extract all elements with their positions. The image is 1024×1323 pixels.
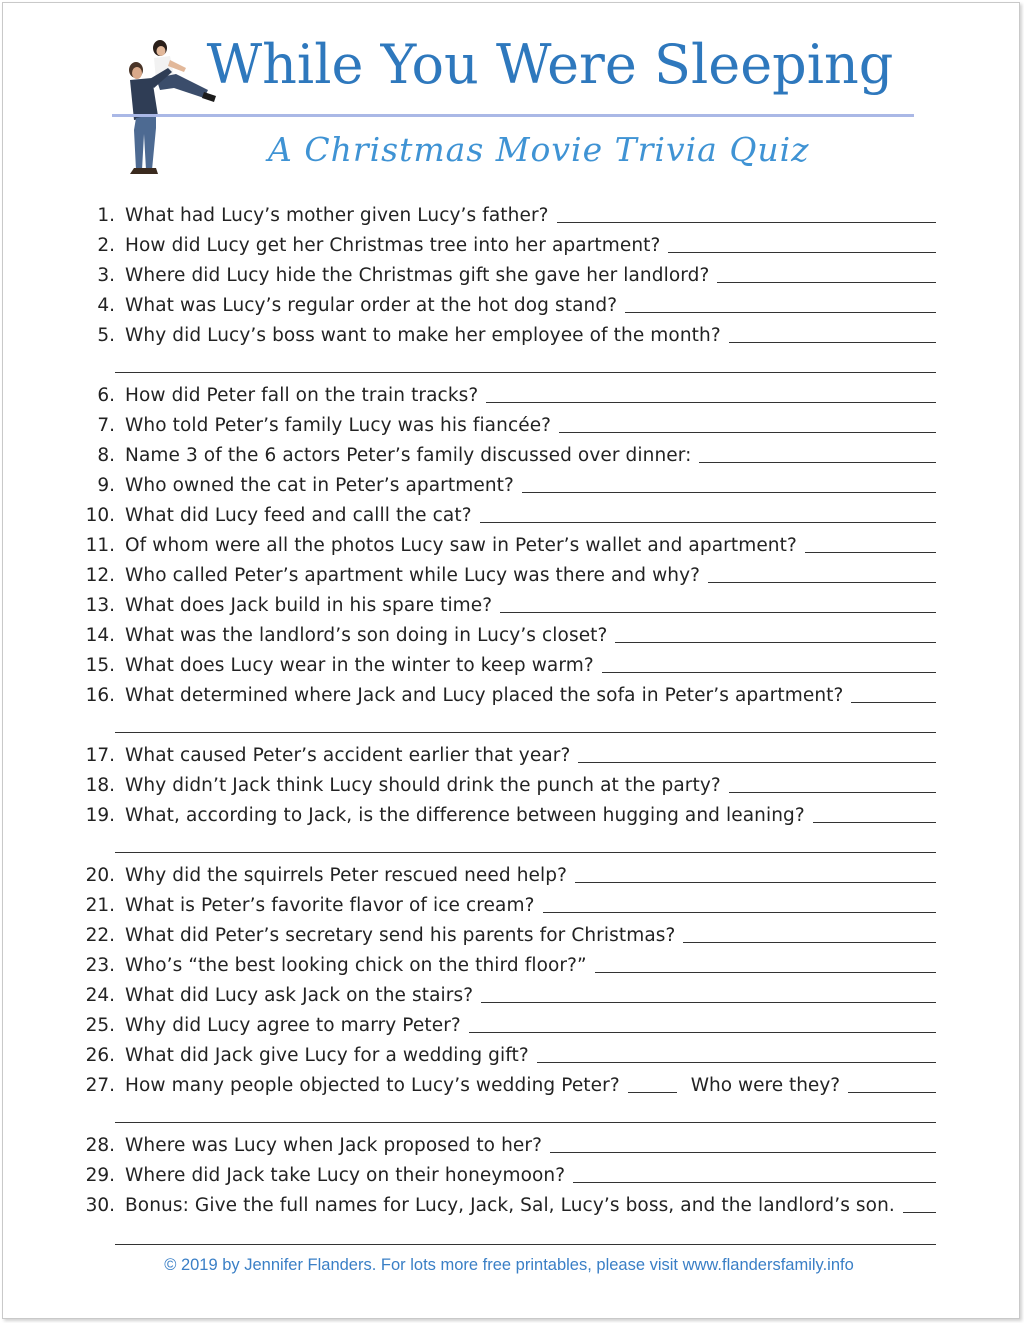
question-row <box>78 801 936 831</box>
answer-line[interactable] <box>537 1062 936 1063</box>
question-text: What was Lucy’s regular order at the hot dog stand? <box>125 295 618 316</box>
question-text-followup: Who were they? <box>690 1075 841 1096</box>
question-number: 15. <box>85 655 115 676</box>
page-title: While You Were Sleeping <box>206 33 894 96</box>
question-row <box>78 771 936 801</box>
question-row <box>78 591 936 621</box>
answer-line[interactable] <box>481 1002 936 1003</box>
extra-answer-row <box>78 831 936 861</box>
question-number: 5. <box>97 325 115 346</box>
question-row <box>78 1011 936 1041</box>
copyright-footer: © 2019 by Jennifer Flanders. For lots more free printables, please visit www.flandersfamily.info <box>164 1256 854 1274</box>
question-row <box>78 1041 936 1071</box>
question-number: 18. <box>85 775 115 796</box>
extra-answer-row <box>78 711 936 741</box>
title-divider <box>112 114 914 117</box>
question-row <box>78 1131 936 1161</box>
answer-line[interactable] <box>480 522 936 523</box>
question-row <box>78 201 936 231</box>
question-row <box>78 981 936 1011</box>
question-row <box>78 441 936 471</box>
question-text: How many people objected to Lucy’s wedding Peter? <box>125 1075 620 1096</box>
answer-line[interactable] <box>717 282 936 283</box>
question-text: What had Lucy’s mother given Lucy’s father? <box>125 205 549 226</box>
question-row <box>78 1191 936 1221</box>
question-row <box>78 261 936 291</box>
question-number: 22. <box>85 925 115 946</box>
question-row <box>78 411 936 441</box>
question-list <box>78 201 936 1221</box>
question-text: Why did Lucy’s boss want to make her employee of the month? <box>125 325 721 346</box>
answer-line[interactable] <box>115 732 936 733</box>
question-text: Where did Jack take Lucy on their honeymoon? <box>125 1165 566 1186</box>
answer-line[interactable] <box>575 882 936 883</box>
answer-line[interactable] <box>602 672 936 673</box>
answer-line[interactable] <box>805 552 936 553</box>
page-subtitle: A Christmas Movie Trivia Quiz <box>268 130 810 169</box>
question-text: What does Jack build in his spare time? <box>125 595 493 616</box>
question-text: Who told Peter’s family Lucy was his fiancée? <box>125 415 552 436</box>
question-number: 26. <box>85 1045 115 1066</box>
answer-line[interactable] <box>683 942 936 943</box>
answer-line[interactable] <box>813 822 936 823</box>
question-row <box>78 891 936 921</box>
question-row <box>78 1071 936 1101</box>
question-row <box>78 651 936 681</box>
question-number: 12. <box>85 565 115 586</box>
question-number: 27. <box>85 1075 115 1096</box>
question-text: How did Lucy get her Christmas tree into her apartment? <box>125 235 661 256</box>
question-number: 3. <box>97 265 115 286</box>
question-row <box>78 471 936 501</box>
answer-line[interactable] <box>848 1092 936 1093</box>
question-number: 30. <box>85 1195 115 1216</box>
question-number: 25. <box>85 1015 115 1036</box>
question-text: Name 3 of the 6 actors Peter’s family discussed over dinner: <box>125 445 692 466</box>
answer-line[interactable] <box>557 222 936 223</box>
question-row <box>78 861 936 891</box>
question-text: Who owned the cat in Peter’s apartment? <box>125 475 514 496</box>
answer-line[interactable] <box>615 642 936 643</box>
question-number: 28. <box>85 1135 115 1156</box>
question-row <box>78 1161 936 1191</box>
question-number: 6. <box>97 385 115 406</box>
question-number: 14. <box>85 625 115 646</box>
question-row <box>78 561 936 591</box>
answer-line[interactable] <box>486 402 936 403</box>
question-text: Bonus: Give the full names for Lucy, Jack, Sal, Lucy’s boss, and the landlord’s son. <box>125 1195 895 1216</box>
question-text: Of whom were all the photos Lucy saw in Peter’s wallet and apartment? <box>125 535 797 556</box>
question-row <box>78 741 936 771</box>
answer-line[interactable] <box>500 612 936 613</box>
answer-line[interactable] <box>469 1032 936 1033</box>
question-number: 10. <box>85 505 115 526</box>
question-text: What does Lucy wear in the winter to keep warm? <box>125 655 594 676</box>
question-number: 29. <box>85 1165 115 1186</box>
answer-line[interactable] <box>522 492 936 493</box>
answer-line[interactable] <box>668 252 936 253</box>
extra-answer-row <box>78 351 936 381</box>
question-number: 8. <box>97 445 115 466</box>
question-row <box>78 921 936 951</box>
question-number: 4. <box>97 295 115 316</box>
answer-line[interactable] <box>595 972 936 973</box>
question-text: What, according to Jack, is the difference between hugging and leaning? <box>125 805 805 826</box>
question-number: 20. <box>85 865 115 886</box>
answer-line[interactable] <box>115 1122 936 1123</box>
answer-line[interactable] <box>625 312 936 313</box>
question-row <box>78 381 936 411</box>
question-number: 7. <box>97 415 115 436</box>
question-row <box>78 951 936 981</box>
answer-line[interactable] <box>543 912 936 913</box>
question-text: Where was Lucy when Jack proposed to her? <box>125 1135 543 1156</box>
question-text: What did Jack give Lucy for a wedding gift? <box>125 1045 529 1066</box>
answer-line[interactable] <box>115 852 936 853</box>
question-text: Why did the squirrels Peter rescued need help? <box>125 865 568 886</box>
answer-line[interactable] <box>708 582 936 583</box>
question-text: Who’s “the best looking chick on the third floor?” <box>125 955 587 976</box>
answer-line[interactable] <box>115 1244 936 1245</box>
answer-line[interactable] <box>578 762 936 763</box>
question-row <box>78 501 936 531</box>
question-text: What did Lucy ask Jack on the stairs? <box>125 985 474 1006</box>
question-row <box>78 531 936 561</box>
answer-line[interactable] <box>559 432 936 433</box>
question-text: Who called Peter’s apartment while Lucy was there and why? <box>125 565 701 586</box>
question-row <box>78 321 936 351</box>
question-number: 13. <box>85 595 115 616</box>
question-row <box>78 231 936 261</box>
question-text: Why did Lucy agree to marry Peter? <box>125 1015 461 1036</box>
question-number: 16. <box>85 685 115 706</box>
question-number: 24. <box>85 985 115 1006</box>
answer-line[interactable] <box>729 792 936 793</box>
question-text: How did Peter fall on the train tracks? <box>125 385 479 406</box>
question-row <box>78 681 936 711</box>
question-number: 9. <box>97 475 115 496</box>
question-number: 2. <box>97 235 115 256</box>
question-text: What did Lucy feed and calll the cat? <box>125 505 472 526</box>
question-number: 11. <box>85 535 115 556</box>
question-text: What determined where Jack and Lucy placed the sofa in Peter’s apartment? <box>125 685 844 706</box>
question-text: What was the landlord’s son doing in Lucy’s closet? <box>125 625 608 646</box>
answer-line-count[interactable] <box>628 1092 677 1093</box>
question-number: 21. <box>85 895 115 916</box>
answer-line[interactable] <box>699 462 936 463</box>
question-number: 23. <box>85 955 115 976</box>
answer-line[interactable] <box>903 1212 936 1213</box>
question-row <box>78 621 936 651</box>
question-text: Why didn’t Jack think Lucy should drink the punch at the party? <box>125 775 721 796</box>
answer-line[interactable] <box>115 372 936 373</box>
question-text: Where did Lucy hide the Christmas gift she gave her landlord? <box>125 265 710 286</box>
extra-answer-row <box>78 1101 936 1131</box>
answer-line[interactable] <box>550 1152 936 1153</box>
question-text: What did Peter’s secretary send his parents for Christmas? <box>125 925 676 946</box>
question-row <box>78 291 936 321</box>
answer-line[interactable] <box>851 702 936 703</box>
answer-line[interactable] <box>573 1182 936 1183</box>
answer-line[interactable] <box>729 342 936 343</box>
question-text: What caused Peter’s accident earlier that year? <box>125 745 571 766</box>
question-number: 19. <box>85 805 115 826</box>
question-number: 17. <box>85 745 115 766</box>
question-text: What is Peter’s favorite flavor of ice cream? <box>125 895 535 916</box>
question-number: 1. <box>97 205 115 226</box>
